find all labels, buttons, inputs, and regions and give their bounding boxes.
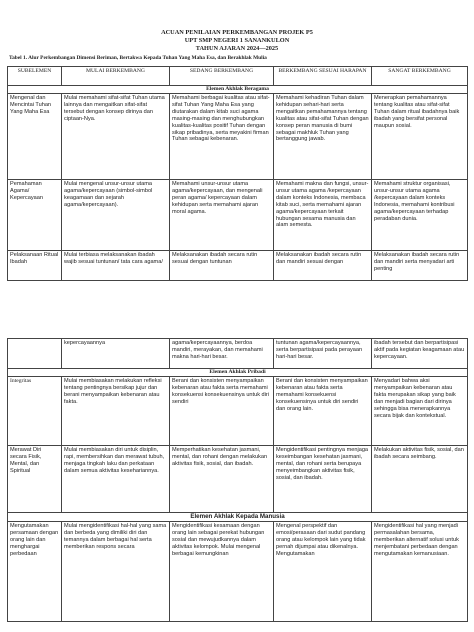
sedang-cell: Memperhatikan kesehatan jasmani, mental, dan rohani dengan melakukan aktivitas fisik, sosial, dan ibadah.	[170, 446, 274, 513]
table-row	[8, 522, 468, 622]
section-title: Elemen Akhlak Pribadi	[8, 369, 468, 377]
table-row	[8, 446, 468, 513]
table-row	[8, 94, 468, 180]
table-header-row	[8, 67, 468, 86]
subelemen-cell: Mengutamakan persamaan dengan orang lain dan menghargai perbedaan	[8, 522, 62, 622]
mulai-cell: kepercayaannya	[62, 339, 170, 369]
sangat-cell: Menerapkan pemahamannya tentang kualitas atau sifat-sifat Tuhan dalam ritual ibadahnya baik ibadah yang bersifat personal maupun sosial.	[372, 94, 468, 180]
sesuai-cell: Berani dan konsisten menyampaikan kebenaran atau fakta serta memahami konsekuensi konsekuensinya untuk diri sendiri dan orang lain.	[274, 377, 372, 446]
sedang-cell: Berani dan konsisten menyampaikan kebenaran atau fakta serta memahami konsekuensi konsekuensinya untuk diri sendiri	[170, 377, 274, 446]
subelemen-cell: Pemahaman Agama/ Kepercayaan	[8, 180, 62, 251]
section-row	[8, 513, 468, 522]
sedang-cell: Memahami unsur-unsur utama agama/kepercayaan, dan mengenali peran agama/ kepercayaan dalam kehidupan serta memahami ajaran moral agama.	[170, 180, 274, 251]
sedang-cell: Memahami berbagai kualitas atau sifat-sifat Tuhan Yang Maha Esa yang diutarakan dalam kitab suci agama masing-masing dan menghubungkan kualitas-kualitas positif Tuhan dengan sikap pribadinya, serta meyakini firman Tuhan sebagai kebenaran.	[170, 94, 274, 180]
mulai-cell: Mulai mengidentifikasi hal-hal yang sama dan berbeda yang dimiliki diri dan temannya dalam berbagai hal serta memberikan respons secara	[62, 522, 170, 622]
col-header-sangat: SANGAT BERKEMBANG	[372, 67, 468, 86]
sesuai-cell: Memahami makna dan fungsi, unsur-unsur utama agama /kepercayaan dalam konteks Indonesia, membaca kitab suci, serta memahami ajaran agama/kepercayaan terkait hubungan sesama manusia dan alam semesta.	[274, 180, 372, 251]
academic-year: TAHUN AJARAN 2024—2025	[195, 45, 279, 52]
sesuai-cell: Mengenal perspektif dan emosi/perasaan dari sudut pandang orang atau kelompok lain yang tidak pernah dijumpai atau dikenalnya. Mengutamakan	[274, 522, 372, 622]
sangat-cell: Menyadari bahwa aksi menyampaikan kebenaran atau fakta merupakan sikap yang baik dan menjadi bagian dari dirinya sehingga bisa menerapkannya secara bijak dan kontekstual.	[372, 377, 468, 446]
sedang-cell: agama/kepercayaannya, berdoa mandiri, merayakan, dan memahami makna hari-hari besar.	[170, 339, 274, 369]
sangat-cell: Mengidentifikasi hal yang menjadi permasalahan bersama, memberikan alternatif solusi untuk menjembatani perbedaan dengan mengutamakan kemanusiaan.	[372, 522, 468, 622]
subelemen-cell: Pelaksanaan Ritual Ibadah	[8, 251, 62, 281]
col-header-subelemen: SUBELEMEN	[8, 67, 62, 86]
mulai-cell: Mulai membiasakan melakukan refleksi tentang pentingnya bersikap jujur dan berani menyampaikan kebenaran atau fakta.	[62, 377, 170, 446]
sesuai-cell: Melaksanakan ibadah secara rutin dan mandiri sesuai dengan	[274, 251, 372, 281]
subelemen-cell: Integritas	[8, 377, 62, 446]
table-row	[8, 339, 468, 369]
table-row	[8, 251, 468, 281]
mulai-cell: Mulai mengenal unsur-unsur utama agama/kepercayaan (simbol-simbol keagamaan dan sejarah agama/kepercayaan).	[62, 180, 170, 251]
sangat-cell: Memahami struktur organisasi, unsur-unsur utama agama /kepercayaan dalam konteks Indonesia, memahami kontribusi agama/kepercayaan terhadap peradaban dunia.	[372, 180, 468, 251]
section-title: Elemen Akhlak Beragama	[8, 86, 468, 94]
subelemen-cell: Merawat Diri secara Fisik, Mental, dan Spiritual	[8, 446, 62, 513]
section-row	[8, 86, 468, 94]
sesuai-cell: tuntunan agama/kepercayaannya, serta berpartisipasi pada perayaan hari-hari besar.	[274, 339, 372, 369]
subelemen-cell: Mengenal dan Mencintai Tuhan Yang Maha Esa	[8, 94, 62, 180]
mulai-cell: Mulai membiasakan diri untuk disiplin, rapi, membersihkan dan merawat tubuh, menjaga tingkah laku dan perkataan dalam semua aktivitas kesehariannya.	[62, 446, 170, 513]
col-header-sedang: SEDANG BERKEMBANG	[170, 67, 274, 86]
subelemen-cell	[8, 339, 62, 369]
school-name: UPT SMP NEGERI 1 SANANKULON	[184, 37, 290, 44]
sedang-cell: Melaksanakan ibadah secara rutin sesuai dengan tuntunan	[170, 251, 274, 281]
col-header-sesuai: BERKEMBANG SESUAI HARAPAN	[274, 67, 372, 86]
sesuai-cell: Mengidentifikasi pentingnya menjaga keseimbangan kesehatan jasmani, mental, dan rohani serta berupaya menyeimbangkan aktivitas fisik, sosial, dan ibadah.	[274, 446, 372, 513]
doc-title: ACUAN PENILAIAN PERKEMBANGAN PROJEK P5	[161, 29, 313, 36]
sangat-cell: Melaksanakan ibadah secara rutin dan mandiri serta menyadari arti penting	[372, 251, 468, 281]
col-header-mulai: MULAI BERKEMBANG	[62, 67, 170, 86]
assessment-table-page1	[7, 66, 468, 281]
sangat-cell: ibadah tersebut dan berpartisipasi aktif pada kegiatan keagamaan atau kepercayaan.	[372, 339, 468, 369]
assessment-table-page2	[7, 338, 468, 622]
section-row	[8, 369, 468, 377]
sesuai-cell: Memahami kehadiran Tuhan dalam kehidupan sehari-hari serta mengaitkan pemahamannya tentang kualitas atau sifat-sifat Tuhan dengan konsep peran manusia di bumi sebagai makhluk Tuhan yang bertanggung jawab.	[274, 94, 372, 180]
table-row	[8, 377, 468, 446]
mulai-cell: Mulai terbiasa melaksanakan ibadah wajib sesuai tuntunan/ tata cara agama/	[62, 251, 170, 281]
sedang-cell: Mengidentifikasi kesamaan dengan orang lain sebagai perekat hubungan sosial dan mewujudkannya dalam aktivitas kelompok. Mulai mengenal berbagai kemungkinan	[170, 522, 274, 622]
mulai-cell: Mulai memahami sifat-sifat Tuhan utama lainnya dan mengaitkan sifat-sifat tersebut dengan konsep dirinya dan ciptaan-Nya.	[62, 94, 170, 180]
section-title: Elemen Akhlak Kepada Manusia	[8, 513, 468, 522]
sangat-cell: Melakukan aktivitas fisik, sosial, dan ibadah secara seimbang.	[372, 446, 468, 513]
table-caption: Tabel 1. Alur Perkembangan Dimensi Beriman, Bertakwa Kepada Tuhan Yang Maha Esa, dan Berakhlak Mulia	[9, 55, 267, 61]
table-row	[8, 180, 468, 251]
